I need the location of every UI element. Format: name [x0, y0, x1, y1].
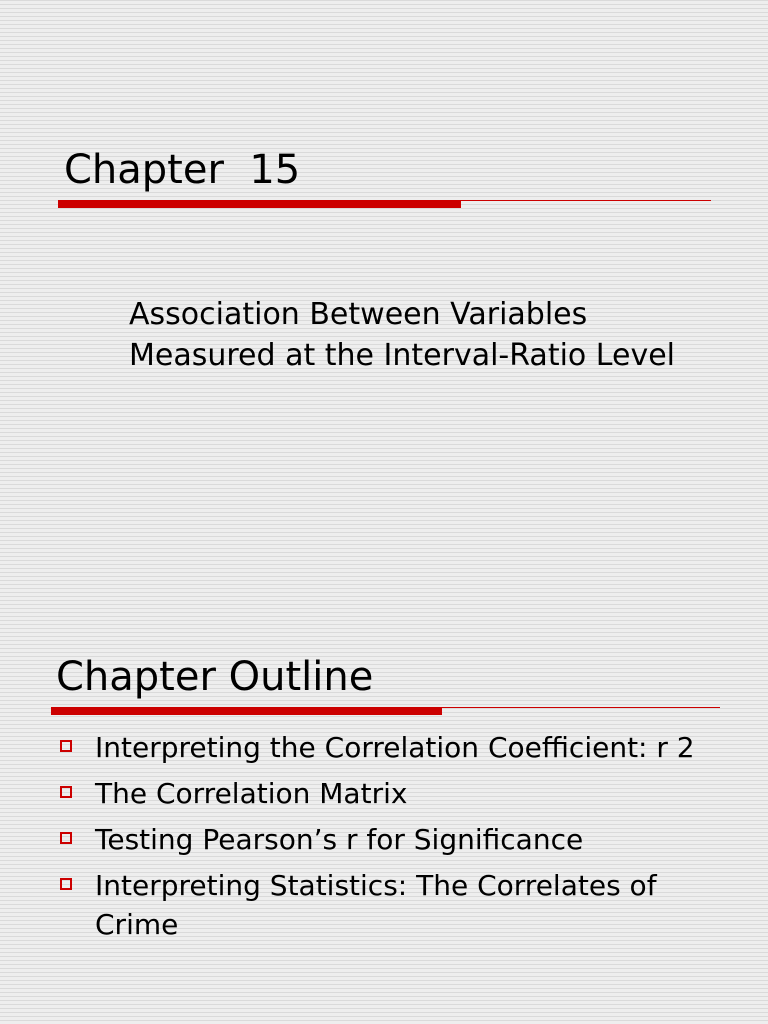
- outline-underline-thick: [51, 707, 442, 715]
- outline-item: [56, 729, 746, 768]
- hollow-square-bullet-icon: [60, 786, 72, 798]
- slide-chapter-outline: [0, 512, 768, 1024]
- outline-item-text: Testing Pearson’s r for Significance: [95, 823, 584, 856]
- title-underline-thin: [461, 200, 711, 201]
- hollow-square-bullet-icon: [60, 878, 72, 890]
- outline-item-text: Interpreting the Correlation Coefficient: r 2: [95, 731, 695, 764]
- outline-item-text: The Correlation Matrix: [95, 777, 408, 810]
- hollow-square-bullet-icon: [60, 740, 72, 752]
- hollow-square-bullet-icon: [60, 832, 72, 844]
- outline-item: [56, 821, 746, 860]
- outline-item: [56, 867, 746, 944]
- chapter-subtitle: Association Between Variables Measured at the Interval-Ratio Level: [129, 297, 675, 373]
- outline-list: [56, 729, 746, 952]
- title-underline: [58, 200, 711, 210]
- chapter-title: Chapter 15: [64, 147, 301, 193]
- outline-item: [56, 775, 746, 814]
- outline-underline: [51, 707, 720, 717]
- title-underline-thick: [58, 200, 461, 208]
- outline-item-text: Interpreting Statistics: The Correlates of Crime: [95, 869, 657, 941]
- outline-underline-thin: [442, 707, 720, 708]
- outline-title: Chapter Outline: [56, 654, 374, 700]
